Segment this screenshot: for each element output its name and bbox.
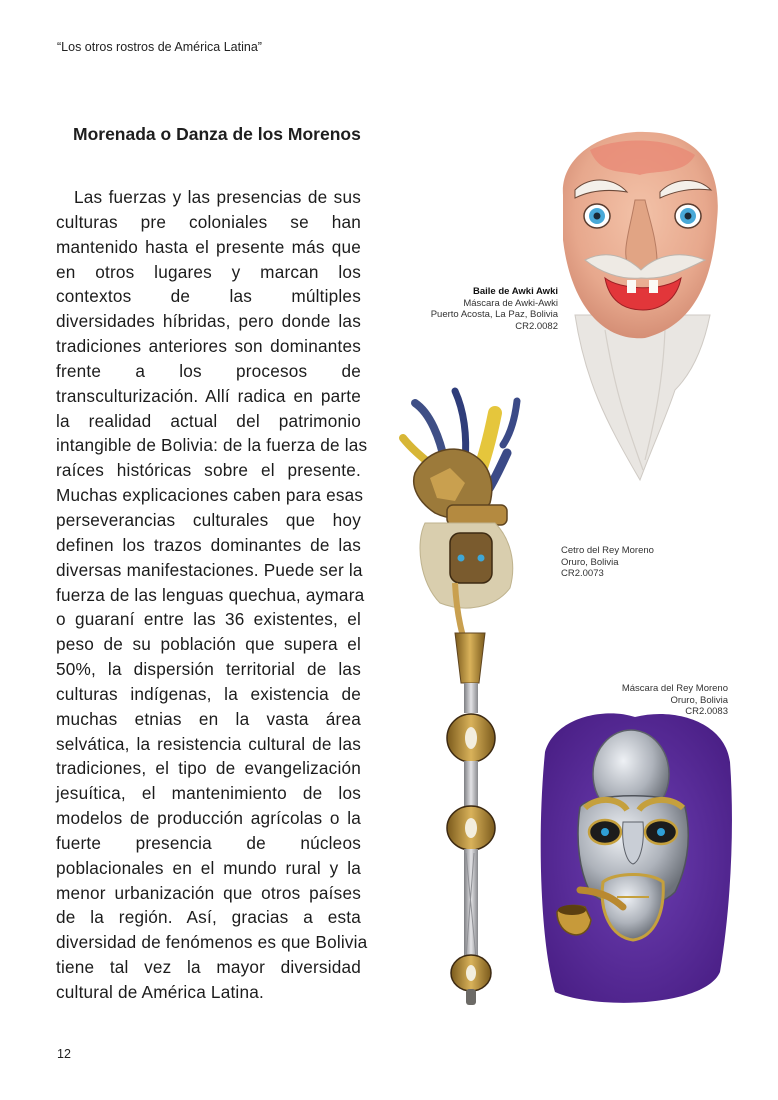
body-line: en otros lugares y marcan los: [56, 261, 361, 282]
body-line: menor urbanización que otros países: [56, 882, 361, 903]
body-line: modelos de producción agrícolas o la: [56, 808, 361, 829]
body-line: fuerza de las lenguas quechua, aymara: [56, 584, 365, 605]
caption-line: Máscara de Awki-Awki: [463, 297, 558, 309]
awki-mask-image: [545, 120, 735, 490]
caption-line: Máscara del Rey Moreno: [621, 683, 728, 694]
body-line: jesuítica, el mantenimiento de los: [56, 783, 361, 804]
caption-line: CR2.0083: [685, 706, 728, 717]
caption-line: CR2.0082: [515, 320, 558, 332]
body-line: Muchas explicaciones caben para esas: [56, 485, 364, 506]
body-line: mantenido hasta el presente más que: [56, 236, 361, 257]
body-line: tradiciones, el tipo de evangelización: [56, 758, 361, 779]
awki-caption: [431, 286, 558, 332]
body-line: definen los trazos dominantes de las: [56, 534, 361, 555]
caption-line: CR2.0073: [561, 568, 604, 579]
body-line: diversidades híbridas, pero donde las: [56, 311, 361, 332]
body-line: cultural de América Latina.: [56, 982, 264, 1002]
rey-moreno-mask-image: [535, 712, 735, 1012]
page-number: 12: [57, 1047, 71, 1061]
body-line: muchas etnias en la vasta área: [56, 708, 361, 729]
section-heading: Morenada o Danza de los Morenos: [73, 124, 361, 144]
running-head: “Los otros rostros de América Latina”: [57, 40, 262, 54]
body-line: perseverancias culturales que hoy: [56, 509, 361, 530]
body-line: culturas pre coloniales se han: [56, 211, 361, 232]
body-line: transculturización. Allí radica en parte: [56, 385, 361, 406]
body-line: fuerte presencia de núcleos: [56, 832, 361, 853]
caption-line: Oruro, Bolivia: [670, 694, 728, 706]
caption-line: Puerto Acosta, La Paz, Bolivia: [430, 309, 558, 320]
rey-moreno-caption: [622, 683, 728, 718]
body-line: 50%, la dispersión territorial de las: [56, 659, 361, 680]
body-line: contextos de las múltiples: [56, 286, 361, 307]
body-line: poblacionales en el mundo rural y la: [56, 857, 361, 878]
body-line: culturas indígenas, la existencia de: [56, 683, 361, 704]
body-line: intangible de Bolivia: de la fuerza de las: [56, 435, 368, 456]
scepter-caption: [561, 545, 654, 580]
body-line: la realidad actual del patrimonio: [56, 410, 361, 431]
body-line: raíces históricas sobre el presente.: [56, 460, 361, 481]
caption-line: Cetro del Rey Moreno: [561, 545, 654, 556]
body-line: Las fuerzas y las presencias de sus: [74, 187, 361, 207]
body-line: diversas manifestaciones. Puede ser la: [56, 559, 363, 580]
caption-line: Oruro, Bolivia: [561, 556, 619, 568]
body-line: selvática, la resistencia cultural de las: [56, 733, 361, 754]
body-line: tiene tal vez la mayor diversidad: [56, 957, 361, 978]
body-line: o guaraní entre las 36 existentes, el: [56, 609, 361, 630]
body-line: peso de su población que supera el: [56, 634, 361, 655]
scepter-image: [395, 383, 530, 1008]
body-line: tradiciones anteriores son dominantes: [56, 336, 361, 357]
body-line: diversidad de fenómenos es que Bolivia: [56, 932, 368, 953]
body-line: frente a los procesos de: [56, 360, 361, 381]
body-line: de la región. Así, gracias a esta: [56, 907, 361, 928]
caption-title: Baile de Awki Awki: [472, 286, 558, 297]
body-paragraph: [56, 185, 368, 1005]
